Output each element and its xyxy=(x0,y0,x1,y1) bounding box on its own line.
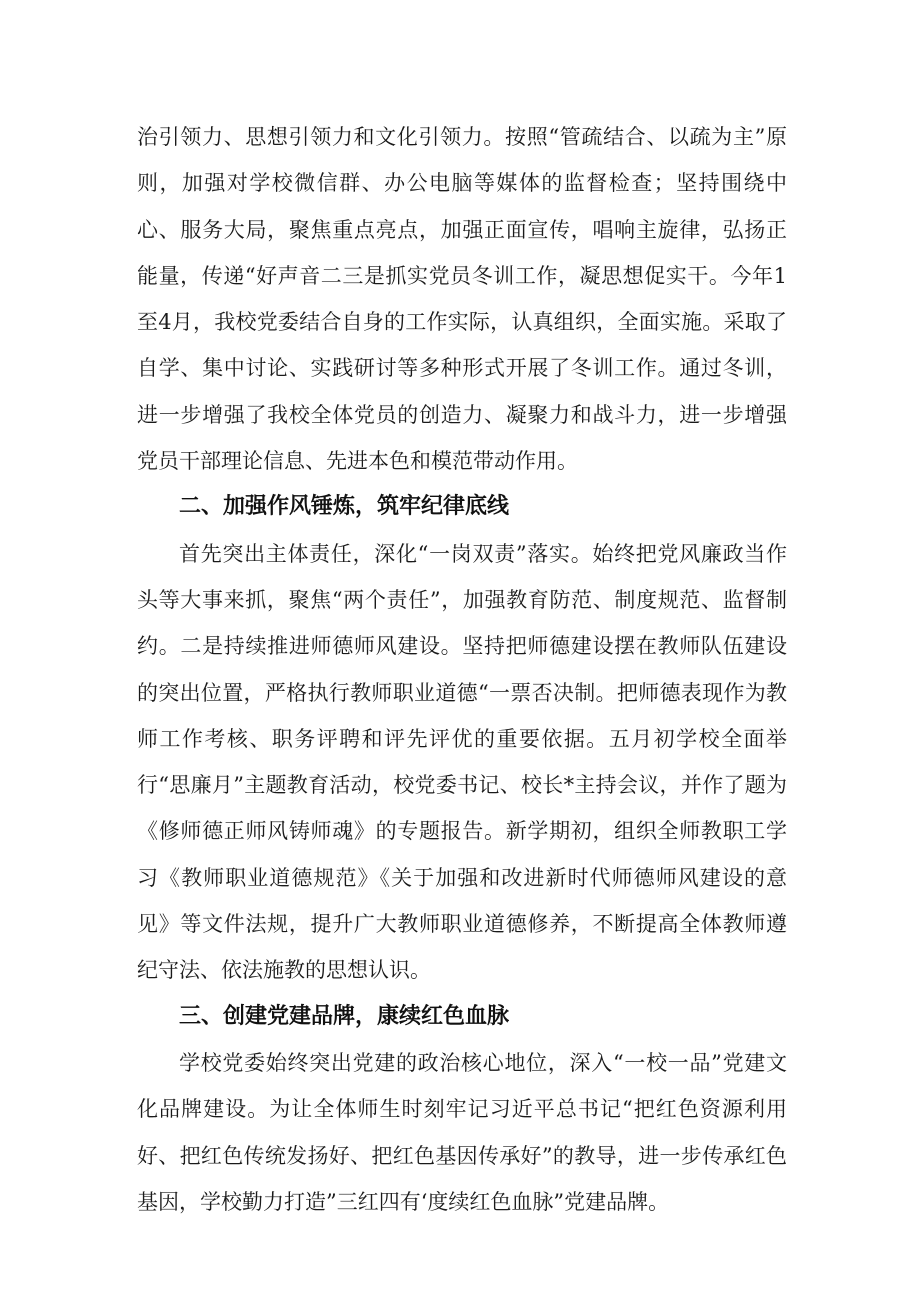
section-heading-3: 三、创建党建品牌，康续红色血脉 xyxy=(179,1003,510,1029)
document-body xyxy=(137,114,787,1225)
body-paragraph-1: 治引领力、思想引领力和文化引领力。按照“管疏结合、以疏为主”原则，加强对学校微信群、办公电脑等媒体的监督检查；坚持围绕中心、服务大局，聚焦重点亮点，加强正面宣传，唱响主旋律，弘扬正能量，传递“好声音二三是抓实党员冬训工作，凝思想促实干。今年1至4月，我校党委结合自身的工作实际，认真组织，全面实施。采取了自学、集中讨论、实践研讨等多种形式开展了冬训工作。通过冬训，进一步增强了我校全体党员的创造力、凝聚力和战斗力，进一步增强党员干部理论信息、先进本色和模范带动作用。 xyxy=(137,125,787,474)
body-paragraph-2: 首先突出主体责任，深化“一岗双责”落实。始终把党风廉政当作头等大事来抓，聚焦“两个责任”，加强教育防范、制度规范、监督制约。二是持续推进师德师风建设。坚持把师德建设摆在教师队伍建设的突出位置，严格执行教师职业道德“一票否决制。把师德表现作为教师工作考核、职务评聘和评先评优的重要依据。五月初学校全面举行“思廉月”主题教育活动，校党委书记、校长*主持会议，并作了题为《修师德正师风铸师魂》的专题报告。新学期初，组织全师教职工学习《教师职业道德规范》《关于加强和改进新时代师德师风建设的意见》等文件法规，提升广大教师职业道德修养，不断提高全体教师遵纪守法、依法施教的思想认识。 xyxy=(137,541,787,983)
section-heading-2: 二、加强作风锤炼，筑牢纪律底线 xyxy=(179,494,510,520)
body-paragraph-3: 学校党委始终突出党建的政治核心地位，深入“一校一品”党建文化品牌建设。为让全体师生时刻牢记习近平总书记“把红色资源利用好、把红色传统发扬好、把红色基因传承好”的教导，进一步传承红色基因，学校勤力打造”三红四有‘度续红色血脉”党建品牌。 xyxy=(137,1050,787,1214)
